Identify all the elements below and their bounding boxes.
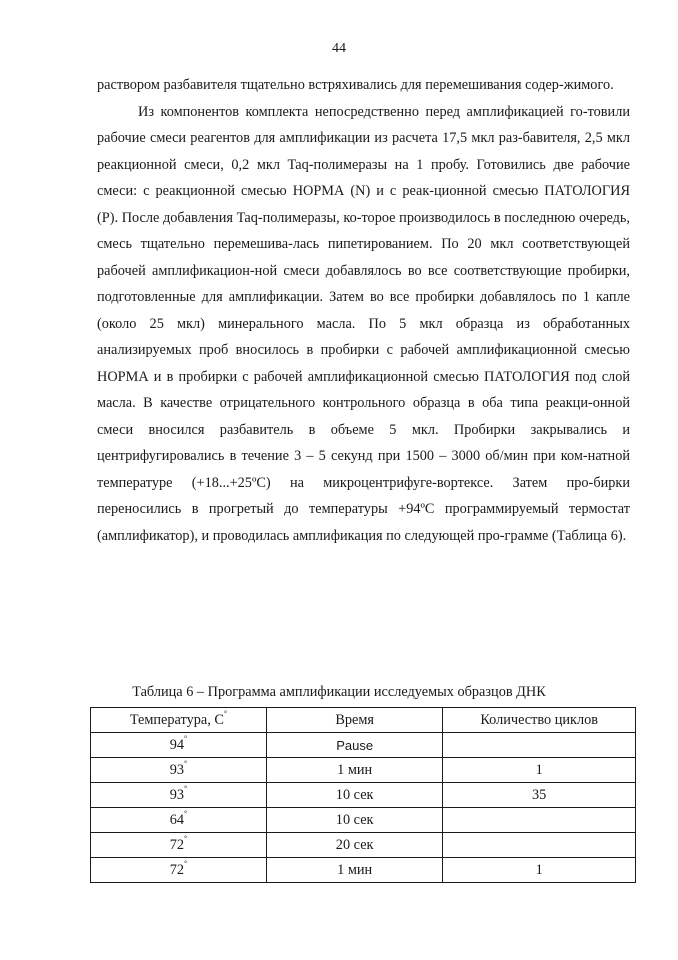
cell-cycles: 1 <box>443 758 636 783</box>
degree-mark: ° <box>184 758 188 768</box>
body-text <box>97 72 630 549</box>
table-row <box>91 808 636 833</box>
paragraph-continuation: раствором разбавителя тщательно встряхивались для перемешивания содер-жимого. <box>97 77 614 93</box>
header-temperature <box>91 708 267 733</box>
table-caption: Таблица 6 – Программа амплификации исследуемых образцов ДНК <box>132 684 546 700</box>
cell-time: 1 мин <box>266 858 442 883</box>
header-cycles: Количество циклов <box>443 708 636 733</box>
page-number: 44 <box>332 41 346 56</box>
table-row <box>91 833 636 858</box>
table-row <box>91 733 636 758</box>
cell-time: Pause <box>266 733 442 758</box>
header-time: Время <box>266 708 442 733</box>
degree-mark: ° <box>184 858 188 868</box>
cell-temperature: 72° <box>91 833 267 858</box>
cell-temperature: 93° <box>91 758 267 783</box>
paragraph-amplification-procedure: Из компонентов комплекта непосредственно перед амплификацией го-товили рабочие смеси реагентов для амплификации из расчета 17,5 мкл раз-бавителя, 2,5 мкл реакционной смеси, 0,2 мкл Taq-полимеразы на 1 пробу. Готовились две рабочие смеси: с реакционной смесью НОРМА (N) и с реак-ционной смесью ПАТОЛОГИЯ (P). После добавления Taq-полимеразы, ко-торое производилось в последнюю очередь, смесь тщательно перемешива-лась пипетированием. По 20 мкл соответствующей рабочей амплификацион-ной смеси добавлялось во все соответствующие пробирки, подготовленные для амплификации. Затем во все пробирки добавлялось по 1 капле (около 25 мкл) минерального масла. По 5 мкл образца из обработанных анализируемых проб вносилось в пробирки с рабочей амплификационной смесью НОРМА и в пробирки с рабочей амплификационной смесью ПАТОЛОГИЯ под слой масла. В качестве отрицательного контрольного образца в оба типа реакци-онной смеси вносился разбавитель в объеме 5 мкл. Пробирки закрывались и центрифугировались в течение 3 – 5 секунд при 1500 – 3000 об/мин при ком-натной температуре (+18...+25ºС) на микроцентрифуге-вортексе. Затем про-бирки переносились в прогретый до температуры +94ºС программируемый термостат (амплификатор), и проводилась амплификация по следующей про-грамме (Таблица 6). <box>97 103 630 544</box>
degree-mark: ° <box>184 733 188 743</box>
header-temperature-label: Температура, С <box>129 711 224 728</box>
cell-cycles <box>443 808 636 833</box>
cell-time: 10 сек <box>266 783 442 808</box>
table-row <box>91 783 636 808</box>
cell-temperature: 94° <box>91 733 267 758</box>
cell-temperature: 64° <box>91 808 267 833</box>
table-header-row <box>91 708 636 733</box>
cell-temperature: 93° <box>91 783 267 808</box>
degree-mark: ° <box>184 833 188 843</box>
cell-time: 20 сек <box>266 833 442 858</box>
degree-mark: ° <box>184 808 188 818</box>
table-row <box>91 758 636 783</box>
cell-temperature: 72° <box>91 858 267 883</box>
cell-cycles <box>443 733 636 758</box>
cell-time: 1 мин <box>266 758 442 783</box>
cell-cycles: 1 <box>443 858 636 883</box>
degree-mark: ° <box>184 783 188 793</box>
amplification-program-table <box>90 707 636 883</box>
table-row <box>91 858 636 883</box>
cell-cycles: 35 <box>443 783 636 808</box>
degree-mark: ° <box>223 708 228 718</box>
cell-cycles <box>443 833 636 858</box>
cell-time: 10 сек <box>266 808 442 833</box>
